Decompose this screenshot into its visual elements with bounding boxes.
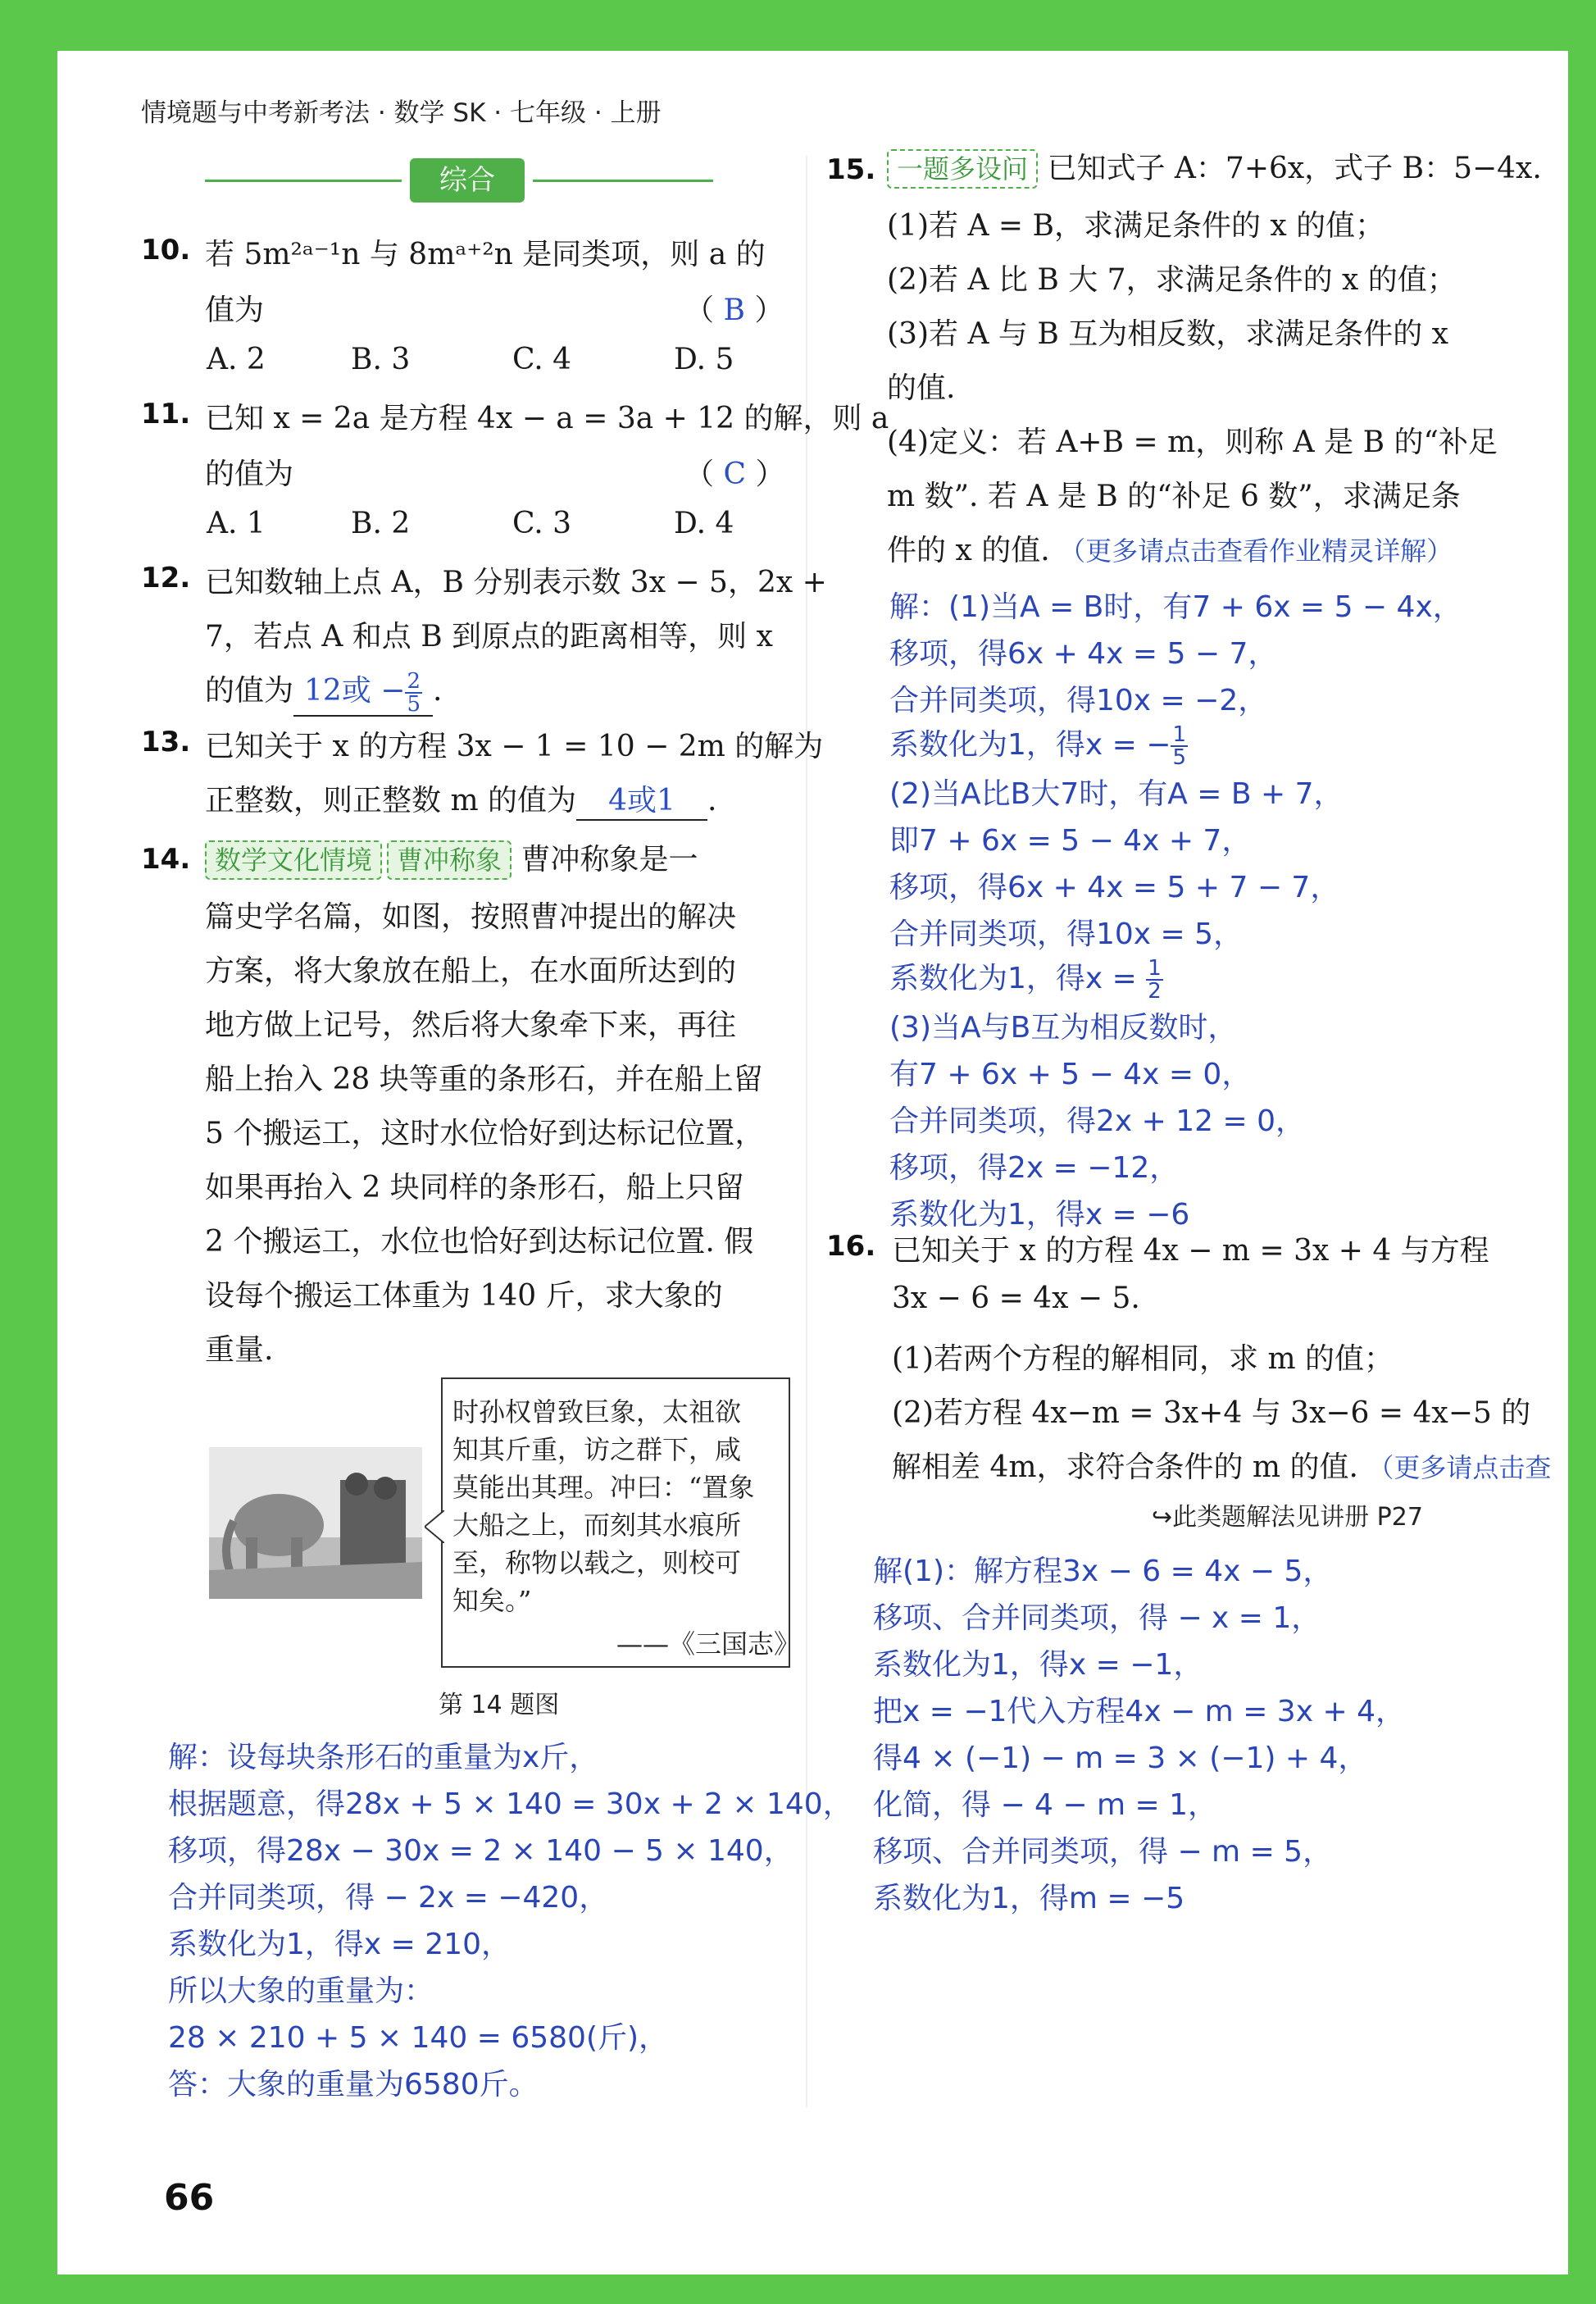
- question-number: 15.: [826, 153, 876, 186]
- green-frame-top: [0, 0, 1596, 51]
- q10-line2: 值为: [205, 294, 265, 327]
- q16-solution-line: 把x = −1代入方程4x − m = 3x + 4，: [873, 1695, 1405, 1728]
- q15-solution-line: 合并同类项，得10x = 5，: [889, 918, 1244, 951]
- fraction-denominator: 2: [1148, 979, 1162, 1004]
- page-number: 66: [164, 2177, 215, 2219]
- q16-solution-line: 化简，得 − 4 − m = 1，: [873, 1788, 1218, 1822]
- q14-line1: [205, 836, 698, 880]
- section-line-right: [533, 180, 713, 182]
- q12-line2: 7，若点 A 和点 B 到原点的距离相等，则 x: [205, 620, 773, 653]
- elephant-illustration: [209, 1447, 422, 1599]
- question-number: 16.: [826, 1230, 876, 1263]
- q15-solution-line: 移项，得2x = −12，: [889, 1151, 1180, 1185]
- q11-line2: 的值为: [205, 458, 294, 491]
- section-line-left: [205, 180, 402, 182]
- q16-solution-line: 系数化为1，得x = −1，: [873, 1648, 1203, 1682]
- q14-solution-line: 根据题意，得28x + 5 × 140 = 30x + 2 × 140，: [168, 1787, 853, 1821]
- q15-line1: [887, 145, 1542, 189]
- q15-solution-line: 系数化为1，得x = −6: [889, 1198, 1190, 1232]
- q14-line: 重量.: [205, 1333, 274, 1367]
- quote-line: 大船之上，而刻其水痕所: [452, 1509, 742, 1541]
- q14-line: 2 个搬运工，水位也恰好到达标记位置. 假: [205, 1225, 754, 1259]
- green-frame-bottom: [0, 2274, 1596, 2304]
- quote-line: 知矣。”: [452, 1585, 532, 1616]
- q13-line2-text: 正整数，则正整数 m 的值为: [205, 784, 577, 817]
- q10-answer: B: [723, 294, 745, 327]
- q15-solution-line: 合并同类项，得10x = −2，: [889, 684, 1268, 717]
- q16-line2: 3x − 6 = 4x − 5.: [892, 1282, 1140, 1315]
- q15-solution-text: 系数化为1，得x = −: [889, 728, 1171, 762]
- q15-solution-line: 合并同类项，得2x + 12 = 0，: [889, 1104, 1306, 1138]
- q14-line: 地方做上记号，然后将大象牵下来，再往: [205, 1009, 737, 1042]
- q15-part: m 数”. 若 A 是 B 的“补足 6 数”，求满足条: [887, 480, 1461, 513]
- q14-solution-line: 答：大象的重量为6580斤。: [168, 2068, 539, 2101]
- q13-answer: 4或1: [576, 777, 707, 821]
- q11-answer: C: [723, 458, 746, 491]
- q14-line: 篇史学名篇，如图，按照曹冲提出的解决: [205, 900, 737, 934]
- q14-line: 5 个搬运工，这时水位恰好到达标记位置，: [205, 1117, 765, 1150]
- q11-answer-bracket: （ C ）: [684, 458, 785, 491]
- q15-solution-line: [889, 722, 1188, 768]
- q15-solution-line: 解：(1)当A = B时，有7 + 6x = 5 − 4x，: [889, 590, 1462, 624]
- q15-solution-line: 有7 + 6x + 5 − 4x = 0，: [889, 1058, 1252, 1091]
- q16-part-last: [892, 1444, 1551, 1486]
- q14-solution-line: 移项，得28x − 30x = 2 × 140 − 5 × 140，: [168, 1834, 793, 1868]
- green-frame-left: [0, 0, 57, 2304]
- fraction-denominator: 5: [407, 692, 421, 717]
- q12-line3-text: 的值为: [205, 674, 294, 708]
- q16-solution-line: 系数化为1，得m = −5: [873, 1882, 1185, 1915]
- q12-answer-fraction: [405, 671, 422, 715]
- quote-line: 至，称物以载之，则校可: [452, 1547, 742, 1578]
- culture-tag: 数学文化情境: [205, 840, 382, 880]
- fraction-numerator: 1: [1172, 722, 1186, 747]
- q11-option-d: D. 4: [674, 507, 734, 540]
- fraction-numerator: 2: [407, 669, 421, 694]
- q12-line3: 的值为 12或 − $\frac{2}{5}$ .: [205, 669, 443, 717]
- question-number: 10.: [141, 234, 191, 266]
- green-frame-right: [1568, 0, 1596, 2304]
- q16-solution-line: 移项、合并同类项，得 − x = 1，: [873, 1601, 1321, 1635]
- q11-option-c: C. 3: [512, 507, 572, 540]
- quote-line: 时孙权曾致巨象，太祖欲: [452, 1396, 742, 1427]
- q12-answer: 12或 −: [304, 674, 406, 708]
- q14-line: 船上抬入 28 块等重的条形石，并在船上留: [205, 1063, 763, 1096]
- q15-part-text: 件的 x 的值.: [887, 534, 1050, 567]
- q13-line2: 正整数，则正整数 m 的值为 4或1 .: [205, 777, 716, 821]
- question-number: 12.: [141, 562, 191, 594]
- multi-question-tag: 一题多设问: [887, 149, 1038, 189]
- section-badge: 综合: [410, 158, 525, 203]
- quote-pointer: [425, 1510, 444, 1543]
- q16-solution-line: 得4 × (−1) − m = 3 × (−1) + 4，: [873, 1742, 1368, 1775]
- quote-line: 莫能出其理。冲曰：“置象: [452, 1472, 755, 1503]
- q15-part: 的值.: [887, 371, 956, 405]
- q16-solution-line: 解(1)：解方程3x − 6 = 4x − 5，: [873, 1555, 1333, 1588]
- quote-source: ——《三国志》: [616, 1628, 801, 1660]
- q14-text: 曹冲称象是一: [521, 843, 698, 877]
- q12-answer-blank: [293, 667, 433, 717]
- q15-solution-line: [889, 955, 1163, 1002]
- q15-part: (2)若 A 比 B 大 7，求满足条件的 x 的值；: [887, 263, 1457, 297]
- q15-part: (3)若 A 与 B 互为相反数，求满足条件的 x: [887, 317, 1448, 351]
- q14-solution-line: 解：设每块条形石的重量为x斤，: [168, 1741, 599, 1774]
- q11-option-a: A. 1: [207, 507, 266, 540]
- q14-line: 如果再抬入 2 块同样的条形石，船上只留: [205, 1171, 744, 1204]
- q10-option-a: A. 2: [207, 343, 266, 376]
- q15-solution-line: 移项，得6x + 4x = 5 − 7，: [889, 637, 1278, 671]
- q15-stem: 已知式子 A：7+6x，式子 B：5−4x.: [1047, 152, 1542, 185]
- q16-part-text: 解相差 4m，求符合条件的 m 的值.: [892, 1450, 1358, 1484]
- question-number: 13.: [141, 726, 191, 758]
- q16-part: (2)若方程 4x−m = 3x+4 与 3x−6 = 4x−5 的: [892, 1396, 1531, 1430]
- question-number: 11.: [141, 398, 191, 430]
- q15-solution-line: 即7 + 6x = 5 − 4x + 7，: [889, 824, 1252, 858]
- q16-line1: 已知关于 x 的方程 4x − m = 3x + 4 与方程: [892, 1234, 1489, 1268]
- q15-part: (1)若 A = B，求满足条件的 x 的值；: [887, 209, 1385, 243]
- fraction: [1171, 724, 1188, 768]
- quote-line: 知其斤重，访之群下，咸: [452, 1434, 742, 1465]
- figure-caption: 第 14 题图: [439, 1691, 560, 1719]
- page-header: 情境题与中考新考法 · 数学 SK · 七年级 · 上册: [141, 98, 662, 128]
- q15-solution-text: 系数化为1，得x =: [889, 962, 1147, 995]
- q14-solution-line: 28 × 210 + 5 × 140 = 6580(斤)，: [168, 2021, 669, 2055]
- q10-option-c: C. 4: [512, 343, 572, 376]
- more-details-link[interactable]: （更多请点击查: [1367, 1452, 1552, 1483]
- q14-solution-line: 合并同类项，得 − 2x = −420，: [168, 1881, 609, 1915]
- more-details-link[interactable]: （更多请点击查看作业精灵详解）: [1059, 535, 1453, 567]
- q14-solution-line: 系数化为1，得x = 210，: [168, 1928, 511, 1961]
- fraction-denominator: 5: [1172, 745, 1186, 770]
- q14-line: 方案，将大象放在船上，在水面所达到的: [205, 954, 737, 988]
- fraction-numerator: 1: [1148, 956, 1162, 981]
- q16-part: (1)若两个方程的解相同，求 m 的值；: [892, 1342, 1394, 1376]
- topic-tag: 曹冲称象: [387, 840, 512, 880]
- q15-solution-line: (3)当A与B互为相反数时，: [889, 1011, 1238, 1045]
- q15-part-last: [887, 527, 1453, 569]
- fraction: [1146, 958, 1163, 1002]
- q10-option-b: B. 3: [351, 343, 411, 376]
- q14-solution-line: 所以大象的重量为：: [168, 1974, 434, 2008]
- q10-answer-bracket: （ B ）: [684, 294, 784, 327]
- q14-line: 设每个搬运工体重为 140 斤，求大象的: [205, 1279, 723, 1313]
- question-number: 14.: [141, 843, 191, 876]
- q11-option-b: B. 2: [351, 507, 411, 540]
- q12-line1: 已知数轴上点 A，B 分别表示数 3x − 5，2x +: [205, 566, 827, 599]
- q10-line1: 若 5m²ᵃ⁻¹n 与 8mᵃ⁺²n 是同类项，则 a 的: [205, 238, 766, 271]
- method-reference: ↪此类题解法见讲册 P27: [1152, 1503, 1423, 1532]
- q15-solution-line: (2)当A比B大7时，有A = B + 7，: [889, 777, 1344, 811]
- q15-solution-line: 移项，得6x + 4x = 5 + 7 − 7，: [889, 871, 1340, 904]
- q15-part: (4)定义：若 A+B = m，则称 A 是 B 的“补足: [887, 426, 1498, 459]
- q16-solution-line: 移项、合并同类项，得 − m = 5，: [873, 1835, 1333, 1869]
- q11-line1: 已知 x = 2a 是方程 4x − a = 3a + 12 的解，则 a: [205, 402, 889, 435]
- q10-option-d: D. 5: [674, 343, 734, 376]
- q13-line1: 已知关于 x 的方程 3x − 1 = 10 − 2m 的解为: [205, 730, 824, 763]
